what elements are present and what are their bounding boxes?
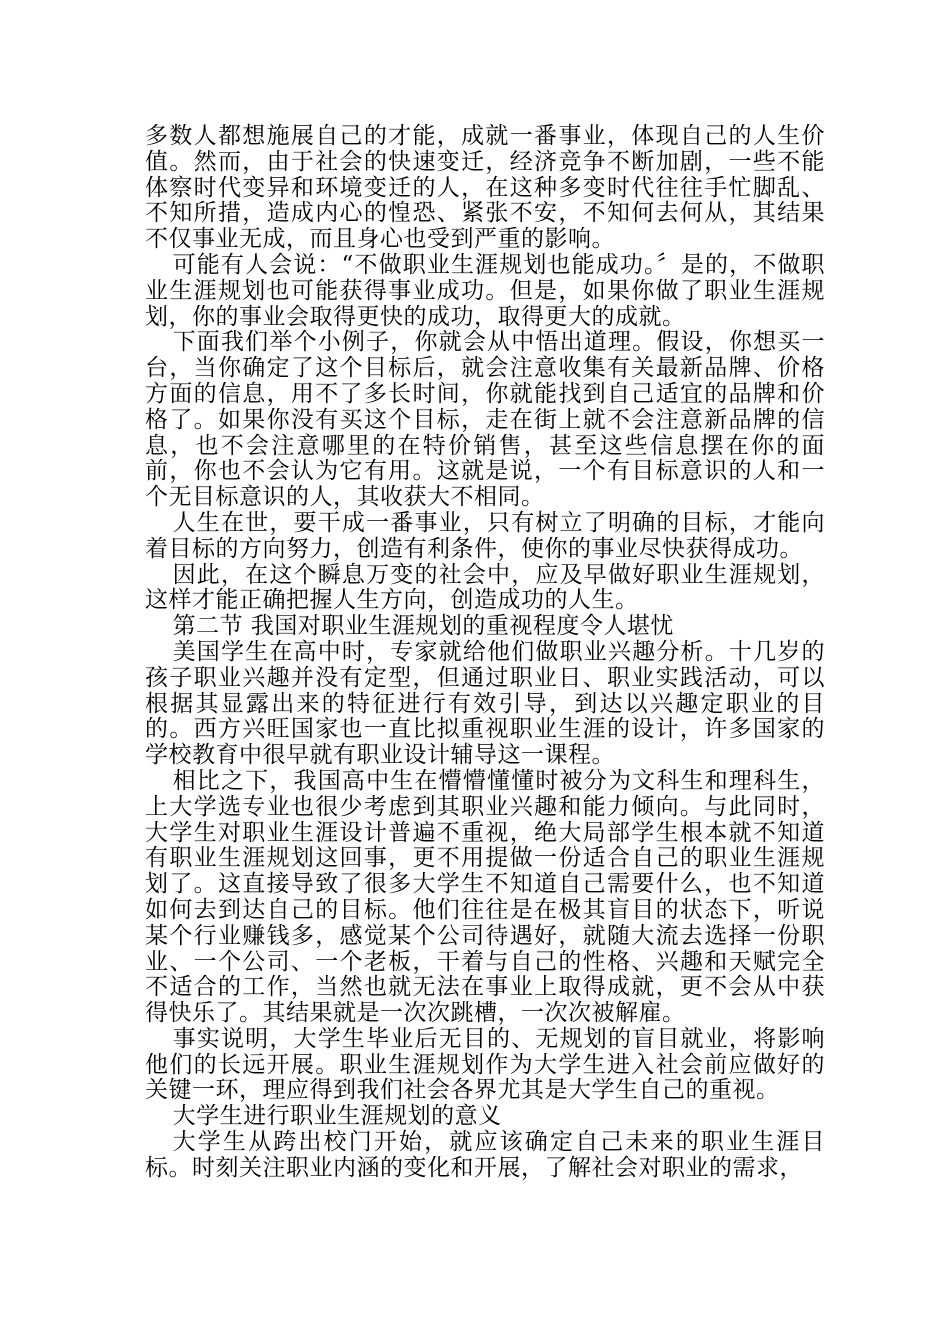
paragraph-3: 下面我们举个小例子，你就会从中悟出道理。假设，你想买一台，当你确定了这个目标后，就会注意收集有关最新品牌、价格方面的信息，用不了多长时间，你就能找到自己适宜的品牌和价格了。如果你没有买这个目标，走在街上就不会注意新品牌的信息，也不会注意哪里的在特价销售，甚至这些信息摆在你的面前，你也不会认为它有用。这就是说，一个有目标意识的人和一个无目标意识的人，其收获大不相同。 [145,329,825,511]
paragraph-4: 人生在世，要干成一番事业，只有树立了明确的目标，才能向着目标的方向努力，创造有利条件，使你的事业尽快获得成功。 [145,509,825,562]
closing-paragraph: 大学生从跨出校门开始，就应该确定自己未来的职业生涯目标。时刻关注职业内涵的变化和开展，了解社会对职业的需求， [145,1129,825,1181]
paragraph-5: 因此，在这个瞬息万变的社会中，应及早做好职业生涯规划，这样才能正确把握人生方向，创造成功的人生。 [145,561,825,614]
section-heading: 第二节 我国对职业生涯规划的重视程度令人堪忧 [172,613,674,640]
paragraph-1: 多数人都想施展自己的才能，成就一番事业，体现自己的人生价值。然而，由于社会的快速变迁，经济竞争不断加剧，一些不能体察时代变异和环境变迁的人，在这种多变时代往往手忙脚乱、不知所措，造成内心的惶恐、紧张不安，不知何去何从，其结果不仅事业无成，而且身心也受到严重的影响。 [145,123,825,253]
document-page [145,124,825,1182]
paragraph-2: 可能有人会说：“不做职业生涯规划也能成功。〞是的，不做职业生涯规划也可能获得事业成功。但是，如果你做了职业生涯规划，你的事业会取得更快的成功，取得更大的成就。 [145,251,825,330]
section-paragraph-1: 美国学生在高中时，专家就给他们做职业兴趣分析。十几岁的孩子职业兴趣并没有定型，但通过职业日、职业实践活动，可以根据其显露出来的特征进行有效引导，到达以兴趣定职业的目的。西方兴旺国家也一直比拟重视职业生涯的设计，许多国家的学校教育中很早就有职业设计辅导这一课程。 [145,638,825,769]
section-paragraph-3: 事实说明，大学生毕业后无目的、无规划的盲目就业，将影响他们的长远开展。职业生涯规划作为大学生进入社会前应做好的关键一环，理应得到我们社会各界尤其是大学生自己的重视。 [145,1025,825,1104]
subheading: 大学生进行职业生涯规划的意义 [172,1103,502,1130]
section-paragraph-2: 相比之下，我国高中生在懵懵懂懂时被分为文科生和理科生，上大学选专业也很少考虑到其职业兴趣和能力倾向。与此同时，大学生对职业生涯设计普遍不重视，绝大局部学生根本就不知道有职业生涯规划这回事，更不用提做一份适合自己的职业生涯规划了。这直接导致了很多大学生不知道自己需要什么，也不知道如何去到达自己的目标。他们往往是在极其盲目的状态下，听说某个行业赚钱多，感觉某个公司待遇好，就随大流去选择一份职业、一个公司、一个老板，干着与自己的性格、兴趣和天赋完全不适合的工作，当然也就无法在事业上取得成就，更不会从中获得快乐了。其结果就是一次次跳槽，一次次被解雇。 [145,767,825,1027]
